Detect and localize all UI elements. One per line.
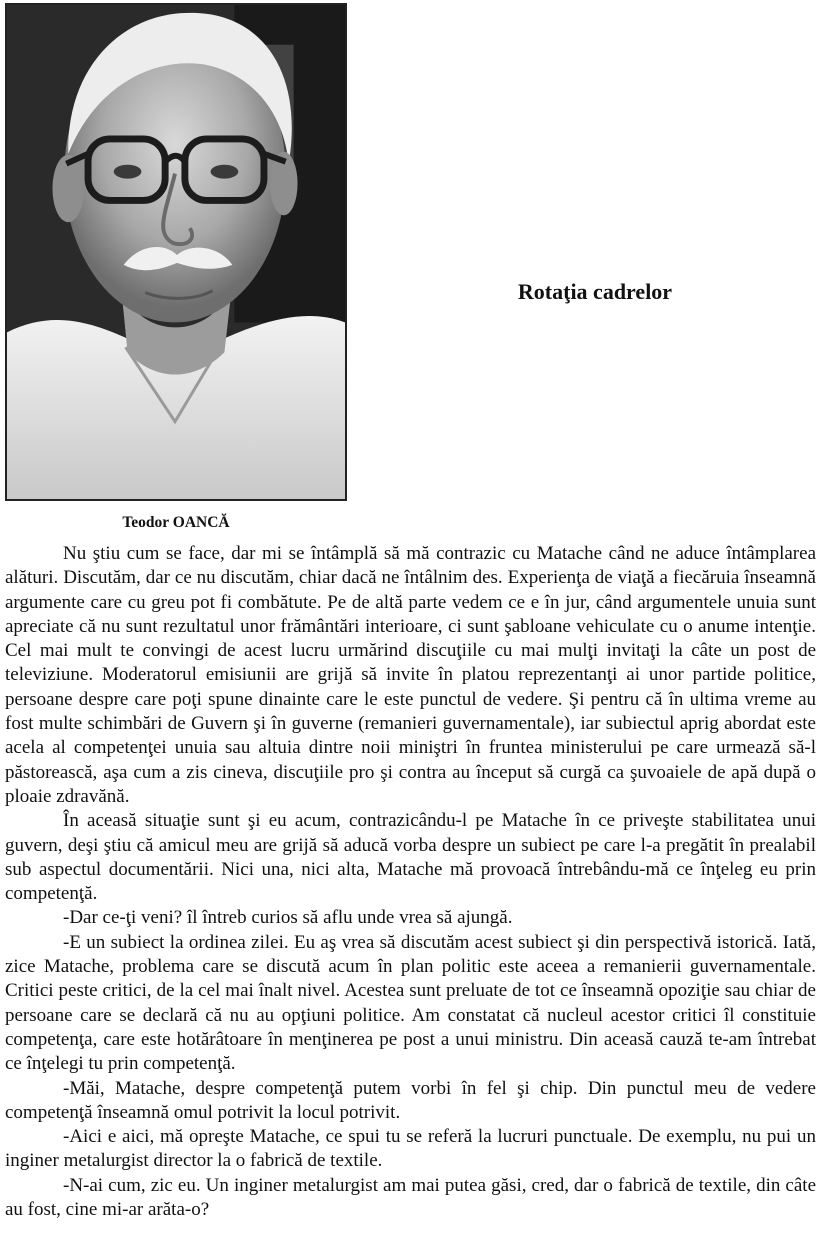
author-caption: Teodor OANCĂ: [122, 514, 230, 531]
paragraph: În aceasă situaţie sunt şi eu acum, contrazicându-l pe Matache în ce priveşte stabilitatea unui guvern, deşi ştiu că amicul meu are grijă să aducă vorba despre un subiect pe care l-a pregătit în prealabil sub aspectul documentării. Nici una, nici alta, Matache mă provoacă întrebându-mă ce înţeleg eu prin competenţă.: [5, 810, 816, 905]
article-body: [5, 370, 816, 1222]
paragraph: -Aici e aici, mă opreşte Matache, ce spui tu se referă la lucruri punctuale. De exemplu, nu pui un inginer metalurgist director la o fabrică de textile.: [5, 1126, 816, 1172]
photo-wrap-spacer-top: [5, 370, 375, 371]
paragraph: -Dar ce-ţi veni? îl întreb curios să aflu unde vrea să ajungă.: [63, 907, 513, 929]
paragraph: -N-ai cum, zic eu. Un inginer metalurgist am mai putea găsi, cred, dar o fabrică de textile, din câte au fost, cine mi-ar arăta-o?: [5, 1174, 816, 1221]
paragraph: Nu ştiu cum se face, dar mi se întâmplă să mă contrazic cu Matache când ne aduce întâmplarea alături. Discutăm, dar ce nu discutăm, chiar dacă ne întâlnim des. Experienţa de viaţă a fiecăruia înseamnă argumente care cu greu pot fi combătute. Pe de altă parte vedem ce e în jur, când argumentele unuia sunt apreciate că nu sunt rezultatul unor frământări interioare, ci sunt şabloane vehiculate cu o anume intenţie. Cel mai mult te convingi de acest lucru urmărind discuţiile cu mai mulţi invitaţi la câte un post de televiziune. Moderatorul emisiunii are grijă să invite în platou reprezentanţi ai unor partide politice, persoane despre care poţi spune dinainte care le este punctul de vedere. Şi pentru că în ultima vreme au fost multe schimbări de Guvern şi în guverne (remanieri guvernamentale), iar subiectul aprig abordat este acela al competenţei unuia sau altuia dintre noii miniştri în fruntea ministerului pe care urmează să-l păstorească, aşa cum a zis cineva, discuţiile pro şi contra au început să curgă ca şuvoaiele de apă după o ploaie zdravănă.: [5, 543, 816, 807]
article-title: Rotaţia cadrelor: [517, 279, 673, 304]
paragraph: -E un subiect la ordinea zilei. Eu aş vrea să discutăm acest subiect şi din perspectivă istorică. Iată, zice Matache, problema care se discută acum în plan politic este aceea a remanierii guvernamentale. Critici peste critici, de la cel mai înalt nivel. Acestea sunt preluate de tot ce înseamnă opoziţie sau chiar de persoane care se declară că nu au opţiuni politice. Am constatat că nucleul acestor critici îl constituie competenţa, care este hotărâtoare în menţinerea pe post a unui ministru. Din aceasă cauză te-am întrebat ce înţelegi tu prin competenţă.: [5, 931, 816, 1075]
photo-wrap-spacer: [375, 370, 745, 542]
paragraph: -Măi, Matache, despre competenţă putem vorbi în fel şi chip. Din punctul meu de vedere competenţă înseamnă omul potrivit la locul potrivit.: [5, 1077, 816, 1123]
